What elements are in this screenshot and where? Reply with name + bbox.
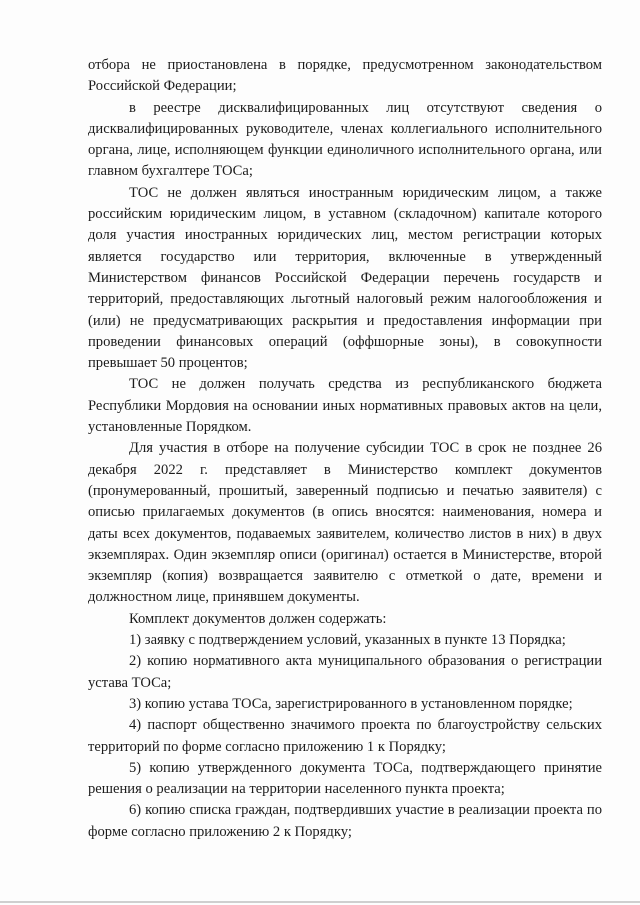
list-item-3: 3) копию устава ТОСа, зарегистрированного в установленном порядке;	[129, 695, 573, 712]
paragraph-budget-funds: ТОС не должен получать средства из республиканского бюджета Республики Мордовия на основании иных нормативных правовых актов на цели, установленные Порядком.	[88, 376, 602, 436]
list-item-6: 6) копию списка граждан, подтвердивших участие в реализации проекта по форме согласно приложению 2 к Порядку;	[88, 802, 602, 840]
paragraph-continuation: отбора не приостановлена в порядке, предусмотренном законодательством Российской Федерации;	[88, 57, 602, 95]
list-item-4: 4) паспорт общественно значимого проекта по благоустройству сельских территорий по форме согласно приложению 1 к Порядку;	[88, 717, 602, 755]
paragraph-participation: Для участия в отборе на получение субсидии ТОС в срок не позднее 26 декабря 2022 г. представляет в Министерство комплект документов (пронумерованный, прошитый, заверенный подписью и печатью заявителя) с описью прилагаемых документов (в опись вносятся: наименования, номера и даты всех документов, подаваемых заявителем, количество листов в них) в двух экземплярах. Один экземпляр описи (оригинал) остается в Министерстве, второй экземпляр (копия) возвращается заявителю с отметкой о дате, времени и должностном лице, принявшем документы.	[88, 440, 602, 606]
paragraph-documents-intro: Комплект документов должен содержать:	[129, 610, 387, 627]
paragraph-foreign-entity: ТОС не должен являться иностранным юридическим лицом, а также российским юридическим лицом, в уставном (складочном) капитале которого доля участия иностранных юридических лиц, местом регистрации которых является государство или территория, включенные в утвержденный Министерством финансов Российской Федерации перечень государств и территорий, предоставляющих льготный налоговый режим налогообложения и (или) не предусматривающих раскрытия и предоставления информации при проведении финансовых операций (оффшорные зоны), в совокупности превышает 50 процентов;	[88, 184, 602, 372]
list-item-5: 5) копию утвержденного документа ТОСа, подтверждающего принятие решения о реализации на территории населенного пункта проекта;	[88, 759, 602, 798]
list-item-2: 2) копию нормативного акта муниципального образования о регистрации устава ТОСа;	[88, 653, 602, 691]
document-body	[88, 55, 602, 843]
page-bottom-edge	[0, 901, 640, 903]
list-item-1: 1) заявку с подтверждением условий, указанных в пункте 13 Порядка;	[129, 632, 566, 649]
paragraph-disqualified-registry: в реестре дисквалифицированных лиц отсутствуют сведения о дисквалифицированных руководителе, членах коллегиального исполнительного органа, лице, исполняющем функции единоличного исполнительного органа, или главном бухгалтере ТОСа;	[88, 99, 602, 180]
